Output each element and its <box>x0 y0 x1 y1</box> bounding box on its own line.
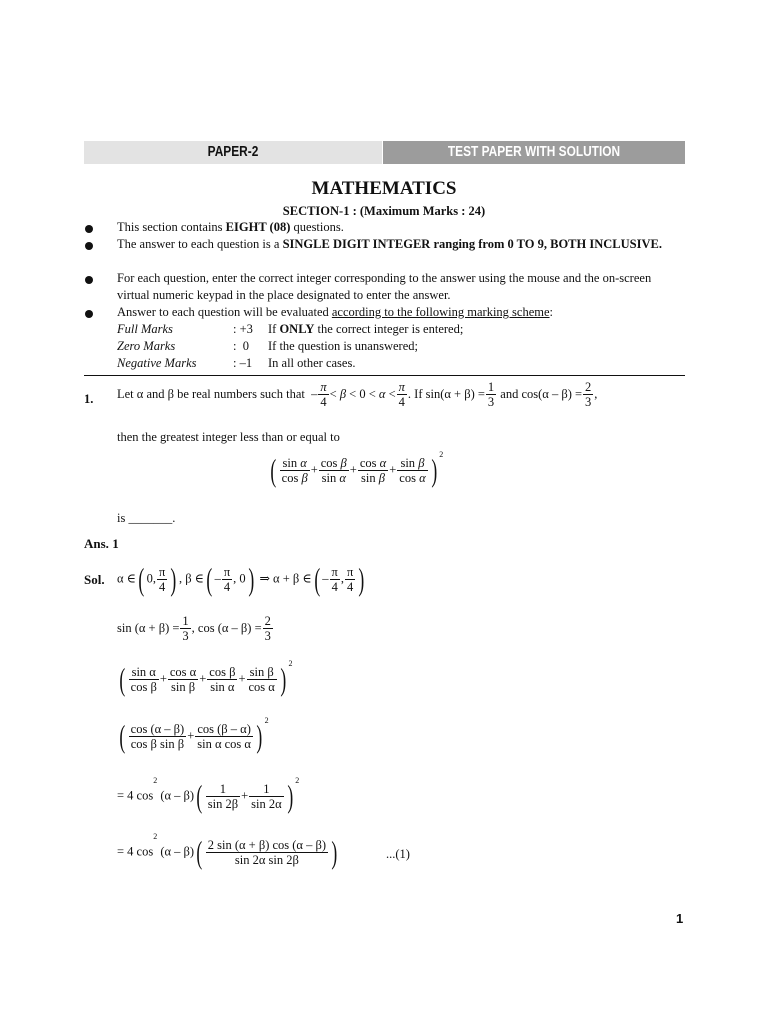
answer-value: 1 <box>112 536 119 551</box>
page-number: 1 <box>676 911 684 926</box>
header-solution-label-bar <box>383 141 685 164</box>
instruction-1-text: This section contains <box>117 220 226 234</box>
marking-full-post: the correct integer is entered; <box>314 322 464 336</box>
instruction-4-underlined: according to the following marking scheme <box>331 305 550 319</box>
instruction-1-bold: EIGHT (08) <box>225 220 291 234</box>
solution-line-3: ( $\frac{\text{sin α}}{\text{cos β}}$ + $\frac{\text{cos α}}{\text{sin β}}$ + $\frac{\text{cos β}}{\text{sin α}}$ + $\frac{\text{sin β}}{\text{cos α}}$ ) $^2$ <box>119 659 293 697</box>
question-sin-condition: . If sin(α + β) = <box>407 386 485 401</box>
marking-full-bold: ONLY <box>279 322 315 336</box>
instruction-2-bold: SINGLE DIGIT INTEGER ranging from 0 TO 9, BOTH INCLUSIVE. <box>282 237 662 251</box>
instruction-1 <box>117 219 685 236</box>
answer <box>84 536 119 552</box>
solution-line-4: ( $\frac{\cos (\alpha - \beta)}{\text{cos β sin β}}$ + $\frac{\cos (\beta - \alpha)}{\text{sin α cos α}}$ ) $^2$ <box>119 716 269 754</box>
instruction-4-tail: : <box>549 305 554 319</box>
answer-label: Ans. <box>84 536 109 551</box>
question-line-2: then the greatest integer less than or equal to <box>117 430 340 444</box>
solution-line-5: = 4 $\cos^2 (\alpha - \beta)$( $\frac{1}{\sin 2\beta}$ + $\frac{1}{\sin 2\alpha}$ ) $^2$ <box>117 776 300 814</box>
marking-zero-score: : 0 <box>233 339 249 353</box>
bullet-icon <box>85 225 93 233</box>
header-solution-label: TEST PAPER WITH SOLUTION <box>447 144 621 160</box>
fraction-one-third: $\frac{1}{3}$ <box>487 380 495 410</box>
solution-label: Sol. <box>84 572 105 587</box>
bullet-icon <box>85 310 93 318</box>
marking-negative-score: : –1 <box>233 356 253 370</box>
instruction-1-tail: questions. <box>290 220 344 234</box>
bullet-icon <box>85 242 93 250</box>
question-line-1: Let α and β be real numbers such that – $\frac{\pi}{4}$ < β < 0 < α < $\frac{\pi}{4}$ . If sin(α + β) = $\frac{1}{3}$ and cos(α – β) = $\frac{2}{3}$ , <box>117 380 598 410</box>
header-paper-label-bar <box>84 141 382 164</box>
divider <box>84 375 685 376</box>
instruction-2-text: The answer to each question is a <box>117 237 283 251</box>
question-cos-condition: and cos(α – β) = <box>500 386 583 401</box>
section-title: SECTION-1 : (Maximum Marks : 24) <box>282 204 486 218</box>
marking-full-desc <box>268 321 463 337</box>
marking-zero-label: Zero Marks <box>117 339 176 353</box>
marking-negative-label: Negative Marks <box>117 356 197 370</box>
marking-zero-desc: If the question is unanswered; <box>268 339 418 353</box>
bullet-icon <box>85 276 93 284</box>
fraction-two-thirds: $\frac{2}{3}$ <box>585 380 592 410</box>
solution-line-2: sin (α + β) = $\frac{1}{3}$ , cos (α – β) = $\frac{2}{3}$ <box>117 614 271 644</box>
question-expression: ( $\frac{\text{sin α}}{\text{cos β}}$ + $\frac{\text{cos β}}{\text{sin α}}$ + $\frac{\text{cos α}}{\text{sin β}}$ + $\frac{\text{sin β}}{\text{cos α}}$ ) $^2$ <box>270 450 444 488</box>
solution-line-6: = 4 $\cos^2 (\alpha - \beta)$( $\frac{2 \sin (\alpha + \beta) \cos (\alpha - \beta)}{\text{sin 2α sin 2β}}$ ) <box>117 832 338 870</box>
solution-line-1: α ∈( 0, $\frac{\pi}{4}$ ) , β ∈( – $\frac{\pi}{4}$ , 0) ⇒ α + β ∈( – $\frac{\pi}{4}$ , $\frac{\pi}{4}$ ) <box>117 561 365 597</box>
marking-negative-desc: In all other cases. <box>268 356 356 370</box>
marking-full-label: Full Marks <box>117 322 173 336</box>
question-line-3: is _______. <box>117 511 176 525</box>
instruction-4-text: Answer to each question will be evaluated <box>117 305 332 319</box>
marking-full-pre: If <box>268 322 280 336</box>
inequality-math: – $\frac{\pi}{4}$ < β < 0 < α < $\frac{\pi}{4}$ <box>307 380 405 410</box>
marking-full-score: : +3 <box>233 322 253 336</box>
instruction-2 <box>117 236 685 253</box>
question-number: 1. <box>84 392 94 406</box>
subject-title: MATHEMATICS <box>311 178 457 199</box>
equation-reference: ...(1) <box>386 847 410 861</box>
instruction-4 <box>117 304 685 321</box>
header-paper-label: PAPER-2 <box>207 144 259 160</box>
question-intro: Let α and β be real numbers such that <box>117 386 305 401</box>
instruction-3: For each question, enter the correct integer corresponding to the answer using the mouse and the on-screen virtual numeric keypad in the place designated to enter the answer. <box>117 271 652 302</box>
